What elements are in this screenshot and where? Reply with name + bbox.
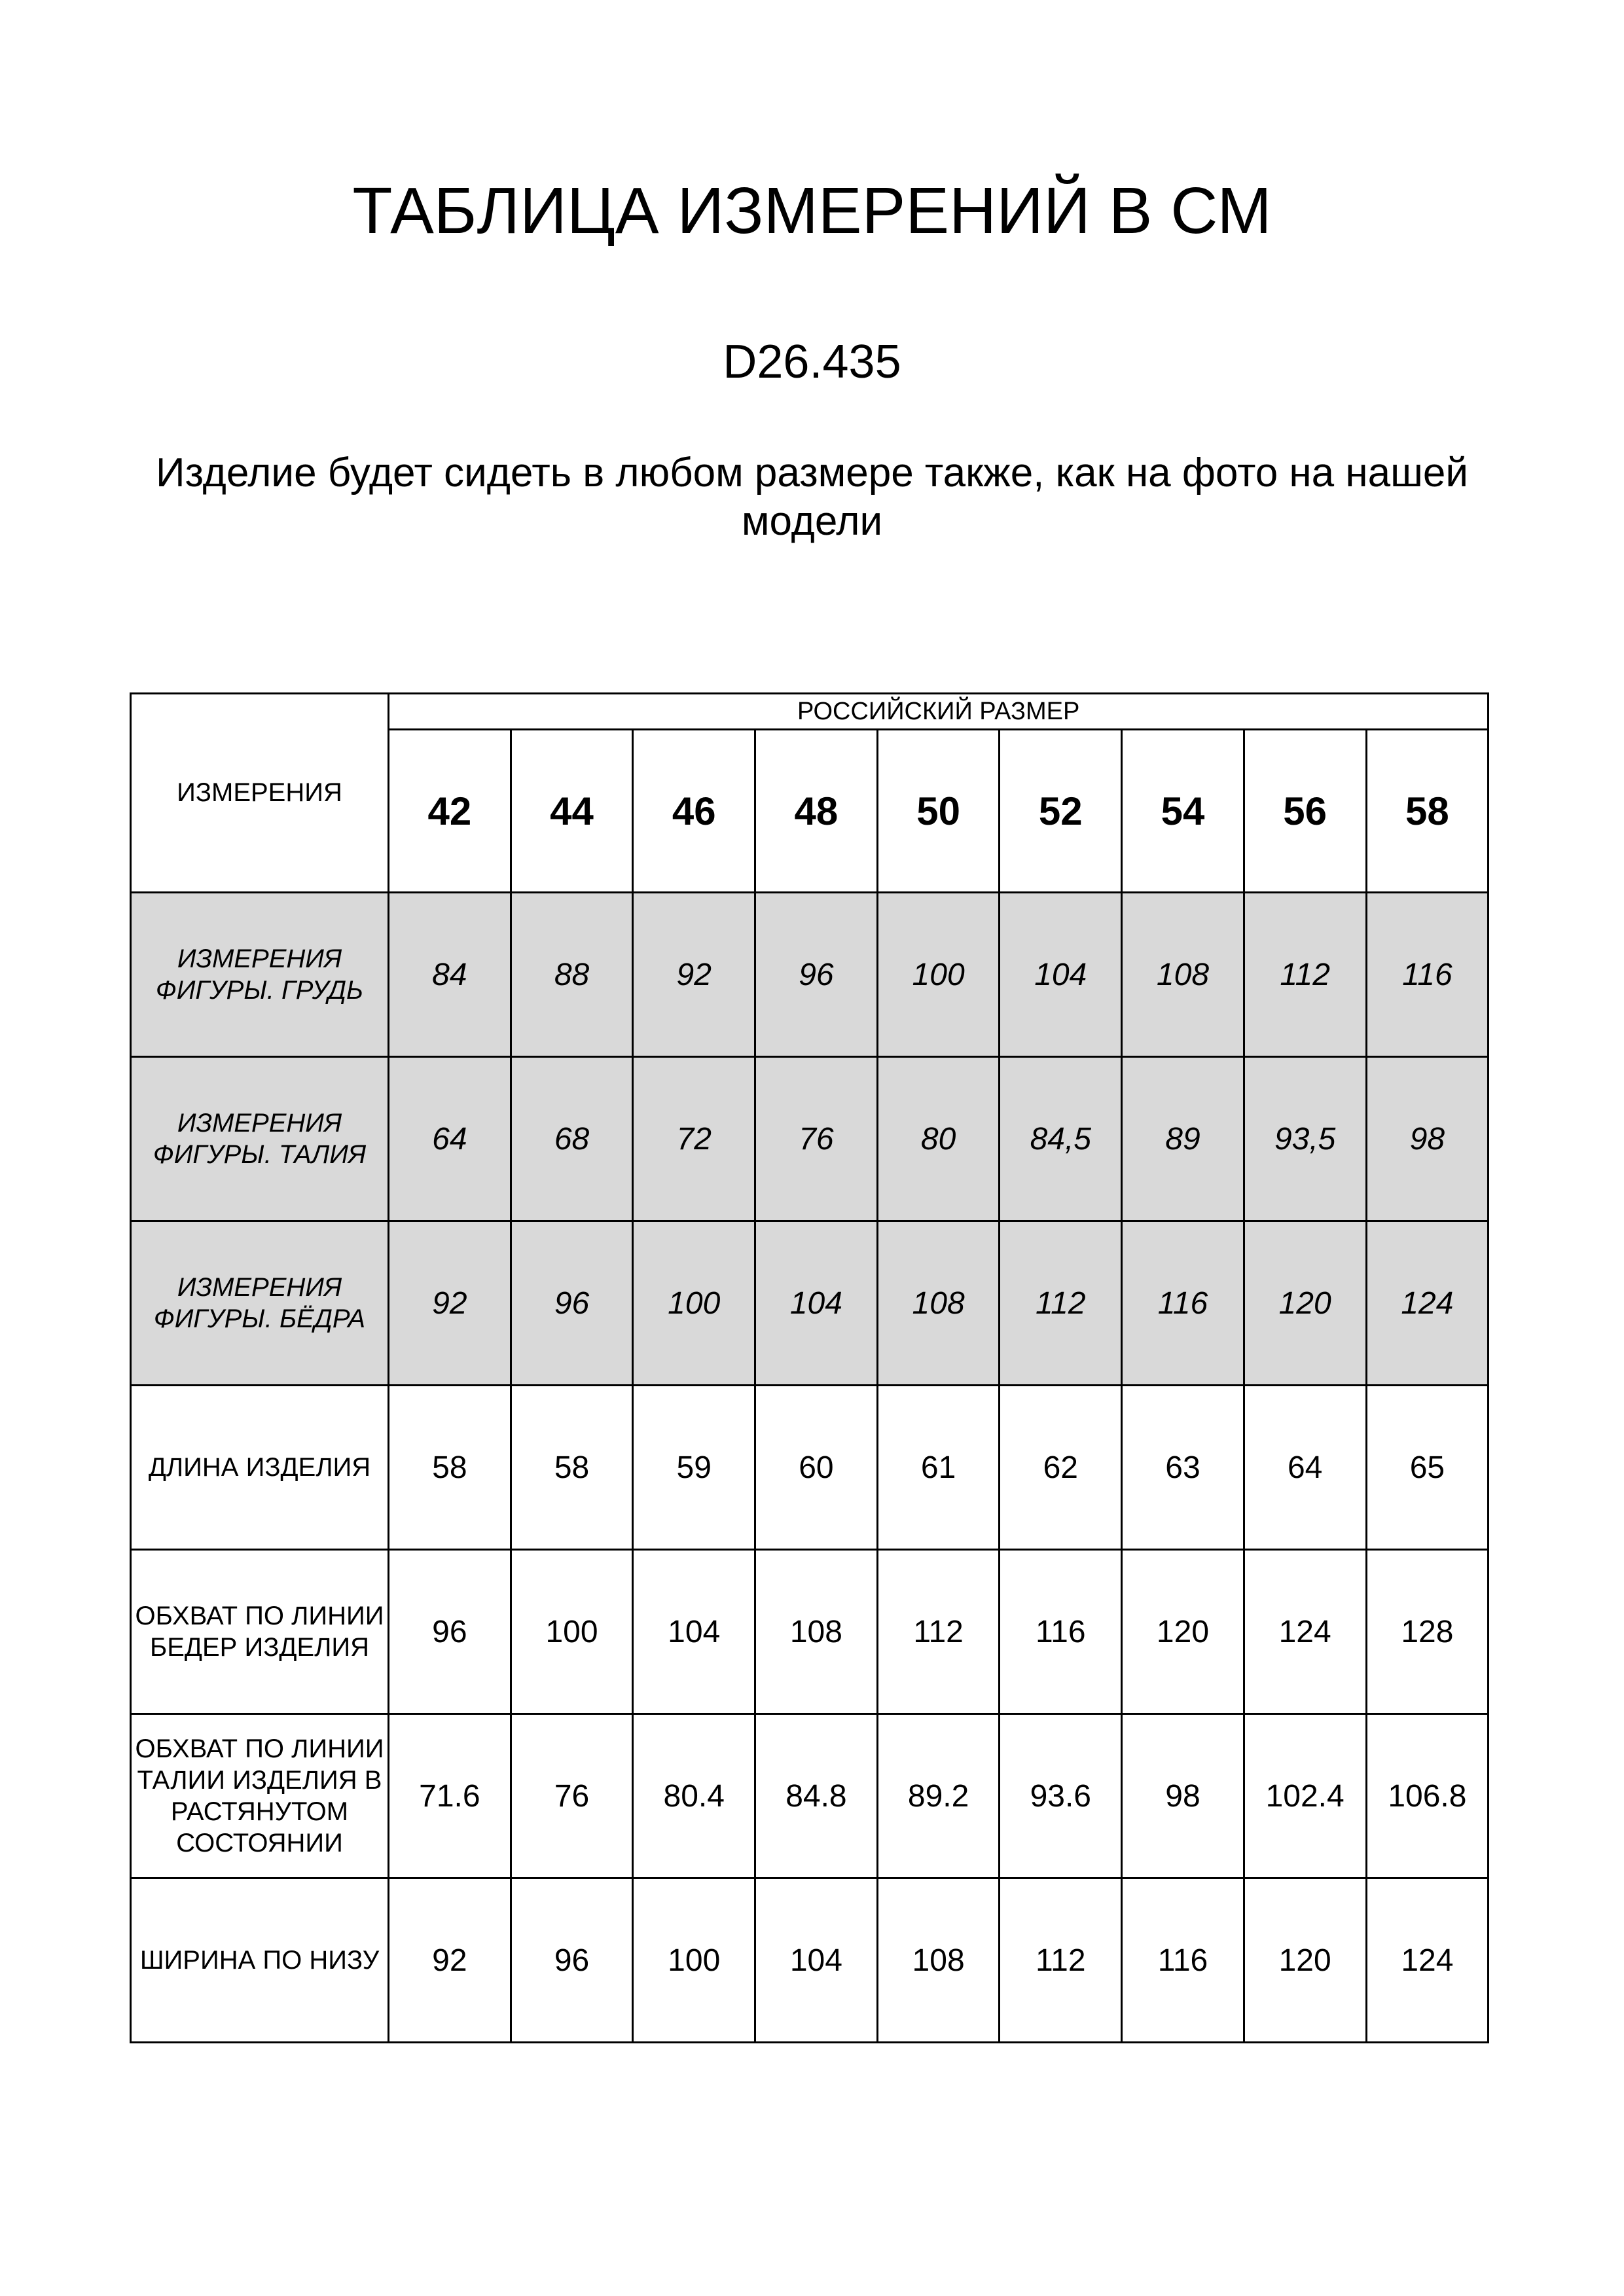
row-label: ИЗМЕРЕНИЯ ФИГУРЫ. БЁДРА bbox=[131, 1221, 389, 1386]
row-label: ШИРИНА ПО НИЗУ bbox=[131, 1878, 389, 2043]
size-header-cell: 48 bbox=[755, 730, 878, 893]
table-cell: 104 bbox=[755, 1878, 878, 2043]
table-cell: 100 bbox=[877, 893, 1000, 1057]
table-cell: 116 bbox=[1366, 893, 1489, 1057]
table-cell: 93.6 bbox=[1000, 1714, 1122, 1878]
table-cell: 116 bbox=[1122, 1878, 1244, 2043]
table-cell: 71.6 bbox=[389, 1714, 511, 1878]
table-cell: 76 bbox=[511, 1714, 633, 1878]
row-label: ИЗМЕРЕНИЯ ФИГУРЫ. ГРУДЬ bbox=[131, 893, 389, 1057]
table-cell: 124 bbox=[1244, 1550, 1366, 1714]
table-cell: 112 bbox=[1000, 1221, 1122, 1386]
table-cell: 124 bbox=[1366, 1878, 1489, 2043]
table-cell: 65 bbox=[1366, 1386, 1489, 1550]
table-cell: 108 bbox=[755, 1550, 878, 1714]
table-cell: 76 bbox=[755, 1057, 878, 1221]
table-row bbox=[131, 1057, 1489, 1221]
table-cell: 100 bbox=[633, 1221, 755, 1386]
table-cell: 120 bbox=[1244, 1878, 1366, 2043]
size-table bbox=[130, 692, 1489, 2043]
row-label: ДЛИНА ИЗДЕЛИЯ bbox=[131, 1386, 389, 1550]
size-header-cell: 52 bbox=[1000, 730, 1122, 893]
table-cell: 80.4 bbox=[633, 1714, 755, 1878]
table-cell: 88 bbox=[511, 893, 633, 1057]
table-cell: 60 bbox=[755, 1386, 878, 1550]
table-cell: 112 bbox=[1000, 1878, 1122, 2043]
table-cell: 92 bbox=[633, 893, 755, 1057]
article-number: D26.435 bbox=[723, 336, 901, 388]
page-title: ТАБЛИЦА ИЗМЕРЕНИЙ В СМ bbox=[352, 174, 1272, 247]
fit-note: Изделие будет сидеть в любом размере также, как на фото на нашей модели bbox=[156, 450, 1468, 544]
table-cell: 102.4 bbox=[1244, 1714, 1366, 1878]
table-row bbox=[131, 1221, 1489, 1386]
table-cell: 116 bbox=[1122, 1221, 1244, 1386]
table-row bbox=[131, 893, 1489, 1057]
table-cell: 64 bbox=[389, 1057, 511, 1221]
table-cell: 108 bbox=[1122, 893, 1244, 1057]
size-header-cell: 44 bbox=[511, 730, 633, 893]
size-header-cell: 46 bbox=[633, 730, 755, 893]
table-cell: 58 bbox=[511, 1386, 633, 1550]
size-header-cell: 42 bbox=[389, 730, 511, 893]
table-cell: 62 bbox=[1000, 1386, 1122, 1550]
table-cell: 128 bbox=[1366, 1550, 1489, 1714]
table-cell: 84 bbox=[389, 893, 511, 1057]
table-cell: 92 bbox=[389, 1221, 511, 1386]
table-cell: 116 bbox=[1000, 1550, 1122, 1714]
table-cell: 100 bbox=[633, 1878, 755, 2043]
table-cell: 112 bbox=[877, 1550, 1000, 1714]
table-cell: 104 bbox=[1000, 893, 1122, 1057]
table-cell: 84.8 bbox=[755, 1714, 878, 1878]
size-header-cell: 56 bbox=[1244, 730, 1366, 893]
table-cell: 98 bbox=[1122, 1714, 1244, 1878]
table-cell: 96 bbox=[755, 893, 878, 1057]
table-cell: 120 bbox=[1244, 1221, 1366, 1386]
table-row bbox=[131, 1878, 1489, 2043]
table-cell: 106.8 bbox=[1366, 1714, 1489, 1878]
table-cell: 63 bbox=[1122, 1386, 1244, 1550]
table-cell: 108 bbox=[877, 1878, 1000, 2043]
size-header-cell: 50 bbox=[877, 730, 1000, 893]
table-row bbox=[131, 1550, 1489, 1714]
table-cell: 104 bbox=[755, 1221, 878, 1386]
table-cell: 72 bbox=[633, 1057, 755, 1221]
table-cell: 64 bbox=[1244, 1386, 1366, 1550]
row-label: ОБХВАТ ПО ЛИНИИ ТАЛИИ ИЗДЕЛИЯ В РАСТЯНУТОМ СОСТОЯНИИ bbox=[131, 1714, 389, 1878]
table-cell: 100 bbox=[511, 1550, 633, 1714]
table-cell: 84,5 bbox=[1000, 1057, 1122, 1221]
table-cell: 96 bbox=[511, 1221, 633, 1386]
table-cell: 68 bbox=[511, 1057, 633, 1221]
table-cell: 89.2 bbox=[877, 1714, 1000, 1878]
table-cell: 120 bbox=[1122, 1550, 1244, 1714]
row-label: ИЗМЕРЕНИЯ ФИГУРЫ. ТАЛИЯ bbox=[131, 1057, 389, 1221]
table-cell: 98 bbox=[1366, 1057, 1489, 1221]
table-cell: 124 bbox=[1366, 1221, 1489, 1386]
table-cell: 89 bbox=[1122, 1057, 1244, 1221]
table-cell: 96 bbox=[511, 1878, 633, 2043]
table-cell: 104 bbox=[633, 1550, 755, 1714]
table-cell: 58 bbox=[389, 1386, 511, 1550]
size-header-cell: 58 bbox=[1366, 730, 1489, 893]
table-cell: 59 bbox=[633, 1386, 755, 1550]
table-cell: 61 bbox=[877, 1386, 1000, 1550]
table-row bbox=[131, 1714, 1489, 1878]
table-cell: 92 bbox=[389, 1878, 511, 2043]
table-cell: 80 bbox=[877, 1057, 1000, 1221]
table-cell: 96 bbox=[389, 1550, 511, 1714]
table-header-row-group bbox=[131, 694, 1489, 730]
table-row bbox=[131, 1386, 1489, 1550]
row-label: ОБХВАТ ПО ЛИНИИ БЕДЕР ИЗДЕЛИЯ bbox=[131, 1550, 389, 1714]
measurements-header: ИЗМЕРЕНИЯ bbox=[131, 694, 389, 893]
table-cell: 112 bbox=[1244, 893, 1366, 1057]
table-cell: 108 bbox=[877, 1221, 1000, 1386]
table-cell: 93,5 bbox=[1244, 1057, 1366, 1221]
table-body bbox=[131, 893, 1489, 2043]
size-header-cell: 54 bbox=[1122, 730, 1244, 893]
russian-size-header: РОССИЙСКИЙ РАЗМЕР bbox=[389, 694, 1489, 730]
